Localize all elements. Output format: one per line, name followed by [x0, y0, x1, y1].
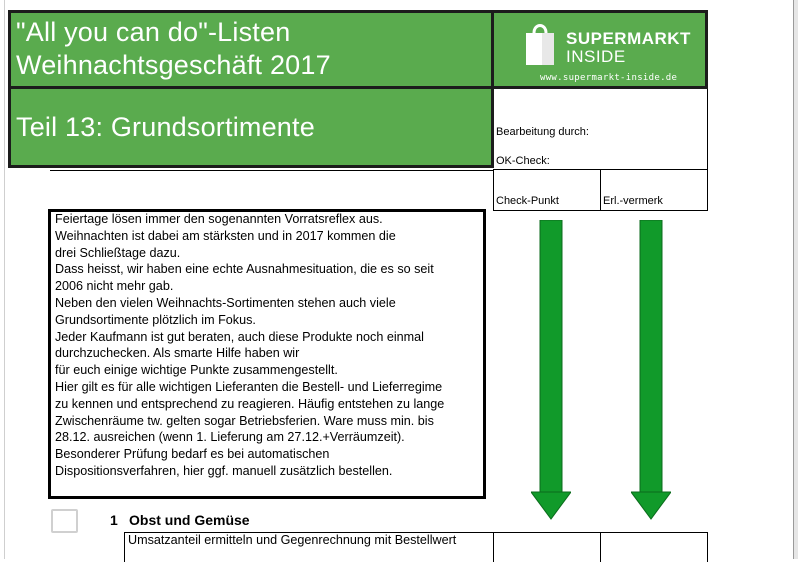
logo-cell: [492, 10, 708, 89]
arrow-down-icon: [531, 220, 571, 520]
intro-line: Jeder Kaufmann ist gut beraten, auch diese Produkte noch einmal: [55, 329, 424, 344]
section-title: Obst und Gemüse: [129, 512, 250, 528]
part-title: Teil 13: Grundsortimente: [16, 112, 315, 142]
intro-line: Hier gilt es für alle wichtigen Lieferanten die Bestell- und Lieferregime: [55, 379, 443, 394]
logo-url: www.supermarkt-inside.de: [540, 73, 678, 83]
shopping-bag-icon: [522, 19, 562, 69]
window-left-edge: [0, 0, 5, 559]
checklist-item-text: Umsatzanteil ermitteln und Gegenrechnung mit Bestellwert: [128, 533, 457, 547]
row-divider: [124, 532, 125, 562]
check-punkt-label: Check-Punkt: [496, 195, 559, 207]
erl-vermerk-label: Erl.-vermerk: [603, 195, 663, 207]
title-line-1: "All you can do"-Listen: [16, 17, 291, 47]
intro-line: Dispositionsverfahren, hier ggf. manuell zusätzlich bestellen.: [55, 463, 393, 478]
intro-line: Feiertage lösen immer den sogenannten Vorratsreflex aus.: [55, 212, 383, 226]
intro-text: [55, 211, 483, 480]
logo-brand: [566, 30, 691, 66]
intro-line: Dass heisst, wir haben eine echte Ausnahmesituation, die es so seit: [55, 262, 434, 277]
row-divider: [493, 532, 494, 562]
row-divider: [707, 532, 708, 562]
intro-line: Besonderer Prüfung bedarf es bei automatischen: [55, 447, 330, 462]
intro-line: für euch einige wichtige Punkte zusammengestellt.: [55, 363, 338, 378]
intro-line: drei Schließtage dazu.: [55, 245, 181, 260]
title-line-2: Weihnachtsgeschäft 2017: [16, 50, 331, 80]
section-checkbox[interactable]: [51, 509, 78, 533]
intro-line: zu kennen und entsprechend zu reagieren. Häufig entstehen zu lange: [55, 396, 445, 411]
window-scrollbar[interactable]: [793, 0, 798, 559]
intro-line: Zwischenräume tw. gelten sogar Betriebsferien. Ware muss min. bis: [55, 413, 434, 428]
intro-line: Neben den vielen Weihnachts-Sortimenten stehen auch viele: [55, 295, 396, 310]
intro-line: 2006 nicht mehr gab.: [55, 279, 174, 294]
arrow-down-icon: [631, 220, 671, 520]
section-number: 1: [110, 512, 118, 528]
ok-check-label: OK-Check:: [496, 155, 550, 167]
logo-brand-line-2: INSIDE: [566, 47, 626, 66]
intro-line: Weihnachten ist dabei am stärksten und in 2017 kommen die: [55, 228, 396, 243]
bearbeitung-label: Bearbeitung durch:: [496, 126, 589, 138]
logo-brand-line-1: SUPERMARKT: [566, 29, 691, 48]
row-divider: [600, 532, 601, 562]
intro-line: 28.12. ausreichen (wenn 1. Lieferung am 27.12.+Verräumzeit).: [55, 430, 405, 445]
header-underline: [50, 170, 494, 171]
document-title: [16, 16, 331, 82]
intro-line: durchzuchecken. Als smarte Hilfe haben wir: [55, 346, 300, 361]
intro-line: Grundsortimente plötzlich im Fokus.: [55, 312, 256, 327]
